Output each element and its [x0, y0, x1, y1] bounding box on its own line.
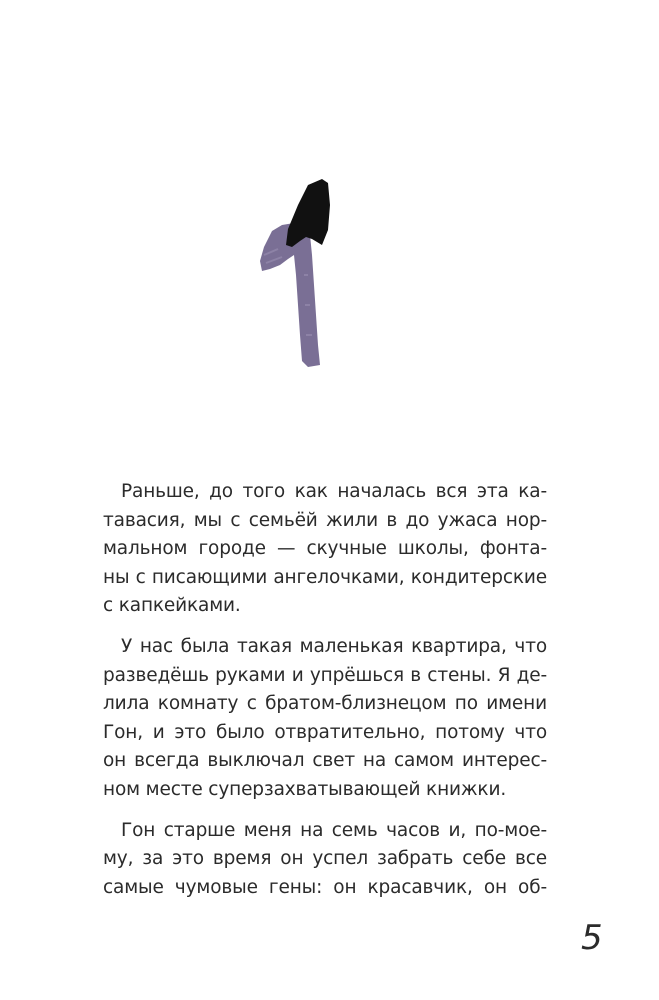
text-line: У нас была такая маленькая квартира, что — [121, 635, 547, 657]
chapter-number-one-glyph — [250, 175, 360, 375]
text-line: лила комнату с братом-близнецом по имени — [103, 693, 547, 715]
text-line: Гон, и это было отвратительно, потому что — [103, 721, 547, 743]
text-line: ном месте суперзахватывающей книжки. — [103, 778, 507, 800]
page-number: 5 — [581, 918, 603, 958]
text-line: му, за это время он успел забрать себе все — [103, 848, 547, 870]
text-line: разведёшь руками и упрёшься в стены. Я де- — [103, 664, 547, 686]
body-text — [103, 478, 547, 902]
paragraph-1 — [103, 478, 547, 621]
text-line: он всегда выключал свет на самом интерес- — [103, 750, 547, 772]
text-line: самые чумовые гены: он красавчик, он об- — [103, 876, 547, 898]
chapter-numeral — [250, 175, 360, 375]
paragraph-2 — [103, 633, 547, 805]
text-line: с капкейками. — [103, 595, 241, 617]
text-line: тавасия, мы с семьёй жили в до ужаса нор- — [103, 509, 547, 531]
paragraph-3 — [103, 817, 547, 903]
text-line: ны с писающими ангелочками, кондитерские — [103, 566, 547, 588]
text-line: Раньше, до того как началась вся эта ка- — [121, 481, 547, 502]
text-line: Гон старше меня на семь часов и, по-мое- — [121, 819, 547, 841]
text-line: мальном городе — скучные школы, фонта- — [103, 538, 547, 560]
numeral-top-stroke — [286, 179, 330, 247]
